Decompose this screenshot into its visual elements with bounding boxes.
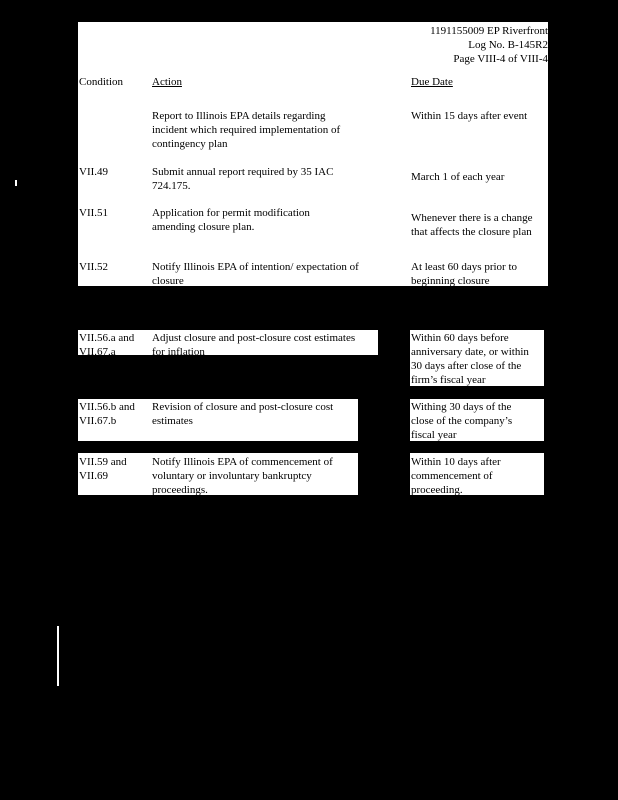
table-row-due: Within 10 days after commencement of proceeding.: [411, 456, 501, 496]
table-row-action: Revision of closure and post-closure cost estimates: [152, 401, 334, 427]
table-row-action: Notify Illinois EPA of intention/ expectation of closure: [152, 261, 359, 287]
column-header-action: Action: [152, 76, 182, 88]
table-row-due: Withing 30 days of the close of the company’s fiscal year: [411, 401, 513, 441]
table-row-action: Application for permit modification amending closure plan.: [152, 207, 310, 233]
table-row-due: Within 60 days before anniversary date, or within 30 days after close of the firm’s fiscal year: [411, 332, 529, 386]
table-row-action: Adjust closure and post-closure cost estimates for inflation: [152, 332, 356, 358]
table-row-condition: VII.56.b and VII.67.b: [79, 401, 135, 427]
table-row-action: Notify Illinois EPA of commencement of voluntary or involuntary bankruptcy proceedings.: [152, 456, 333, 496]
log-number: Log No. B-145R2: [468, 39, 548, 51]
table-row-due: At least 60 days prior to beginning closure: [411, 261, 518, 287]
scan-artifact-line: [57, 626, 59, 686]
scan-artifact-dot: [15, 180, 17, 186]
table-row-due: March 1 of each year: [411, 171, 505, 183]
table-row-due: Whenever there is a change that affects the closure plan: [411, 212, 533, 238]
table-row-action: Submit annual report required by 35 IAC 724.175.: [152, 166, 334, 192]
column-header-due-date: Due Date: [411, 76, 453, 88]
column-header-condition: Condition: [79, 76, 124, 88]
table-row-condition: VII.51: [79, 207, 109, 219]
doc-id-line: 1191155009 EP Riverfront: [430, 25, 548, 37]
table-row-due: Within 15 days after event: [411, 110, 528, 122]
table-row-condition: VII.52: [79, 261, 109, 273]
table-row-condition: VII.59 and VII.69: [79, 456, 127, 482]
table-row-action: Report to Illinois EPA details regarding incident which required implementation of contingency plan: [152, 110, 341, 150]
page-number: Page VIII-4 of VIII-4: [453, 53, 548, 65]
table-row-condition: VII.56.a and VII.67.a: [79, 332, 135, 358]
table-row-condition: VII.49: [79, 166, 109, 178]
